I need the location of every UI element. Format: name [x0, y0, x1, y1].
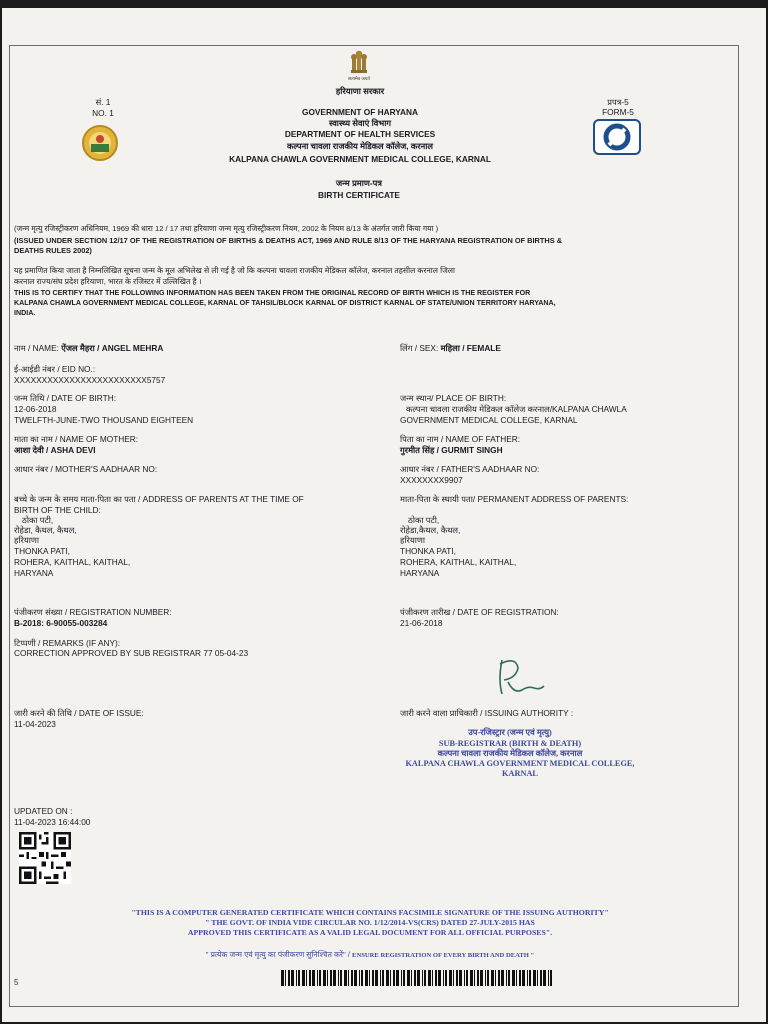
remarks-value: CORRECTION APPROVED BY SUB REGISTRAR 77 05-04-23 [14, 648, 249, 658]
address-perm-label: माता-पिता के स्थायी पता/ PERMANENT ADDRESS OF PARENTS: [400, 494, 629, 504]
qr-code-image [19, 832, 71, 884]
address-birth-hindi-2: रोहेडा, कैथल, कैथल, [14, 525, 77, 535]
stamp-english-college-2: KARNAL [502, 769, 538, 778]
form-english: FORM-5 [602, 107, 634, 117]
barcode-image [281, 970, 557, 986]
mother-value: आशा देवी / ASHA DEVI [14, 445, 96, 455]
issued-under-english-2: DEATHS RULES 2002) [14, 246, 92, 255]
address-birth-hindi-1: ठोका पटी, [22, 515, 54, 525]
address-perm-english-1: THONKA PATI, [400, 546, 456, 556]
slogan-hindi: " प्रत्येक जन्म एवं मृत्यु का पंजीकरण सुनिश्चित करें" / [205, 950, 350, 959]
sex-field [400, 343, 501, 353]
title-hindi: जन्म प्रमाण-पत्र [336, 178, 382, 188]
address-perm-hindi-2: रोहेडा,कैथल, कैथल, [400, 525, 461, 535]
address-birth-english-1: THONKA PATI, [14, 546, 70, 556]
address-birth-english-2: ROHERA, KAITHAL, KAITHAL, [14, 557, 131, 567]
father-aadhaar-label: आधार नंबर / FATHER'S AADHAAR NO: [400, 464, 540, 474]
registration-number-label: पंजीकरण संख्या / REGISTRATION NUMBER: [14, 607, 172, 617]
name-value: ऐंजल मैहरा / ANGEL MEHRA [61, 343, 164, 353]
dob-label: जन्म तिथि / DATE OF BIRTH: [14, 393, 116, 403]
certify-english-3: INDIA. [14, 309, 36, 317]
issued-under-hindi: (जन्म मृत्यु रजिस्ट्रीकरण अधिनियम, 1969 की धारा 12 / 17 तथा हरियाणा जन्म मृत्यु रजिस्ट्रीकरण नियम, 2002 के नियम 8/13 के अंतर्गत जारी किया गया ) [14, 224, 439, 233]
pob-label: जन्म स्थान/ PLACE OF BIRTH: [400, 393, 507, 403]
pob-english: GOVERNMENT MEDICAL COLLEGE, KARNAL [400, 415, 578, 425]
address-birth-label-2: BIRTH OF THE CHILD: [14, 505, 101, 515]
issue-date-value: 11-04-2023 [14, 719, 56, 729]
dob-words: TWELFTH-JUNE-TWO THOUSAND EIGHTEEN [14, 415, 194, 425]
eid-label: ई-आईडी नंबर / EID NO.: [14, 364, 96, 374]
title-english: BIRTH CERTIFICATE [318, 190, 400, 200]
certify-hindi-1: यह प्रमाणित किया जाता है निम्नलिखित सूचना जन्म के मूल अभिलेख से ली गई है जो कि कल्पना चावला राजकीय मेडिकल कॉलेज, करनाल तहसील करनाल जिला [14, 266, 455, 275]
college-hindi: कल्पना चावला राजकीय मेडिकल कॉलेज, करनाल [286, 141, 434, 151]
eid-value: XXXXXXXXXXXXXXXXXXXXXXXX5757 [14, 375, 166, 385]
address-birth-label-1: बच्चे के जन्म के समय माता-पिता का पता / ADDRESS OF PARENTS AT THE TIME OF [14, 494, 304, 504]
serial-english: NO. 1 [92, 108, 114, 118]
updated-label: UPDATED ON : [14, 806, 73, 816]
footer-line-1: "THIS IS A COMPUTER GENERATED CERTIFICATE WHICH CONTAINS FACSIMILE SIGNATURE OF THE ISSUING AUTHORITY" [131, 908, 609, 917]
certify-english-1: THIS IS TO CERTIFY THAT THE FOLLOWING INFORMATION HAS BEEN TAKEN FROM THE ORIGINAL RECORD OF BIRTH WHICH IS THE REGISTER FOR [14, 289, 531, 297]
page-mark: 5 [14, 978, 19, 987]
registration-number-value: B-2018: 6-90055-003284 [14, 618, 108, 628]
govt-english: GOVERNMENT OF HARYANA [301, 107, 418, 117]
address-birth-english-3: HARYANA [14, 568, 54, 578]
issue-date-label: जारी करने की तिथि / DATE OF ISSUE: [14, 708, 144, 718]
haryana-seal-icon [80, 123, 120, 163]
certify-english-2: KALPANA CHAWLA GOVERNMENT MEDICAL COLLEGE, KARNAL OF TAHSIL/BLOCK KARNAL OF DISTRICT KARNAL OF STATE/UNION TERRITORY HARYANA, [14, 299, 556, 307]
name-field [14, 343, 163, 353]
dept-hindi: स्वास्थ्य सेवाएं विभाग [328, 118, 392, 128]
mother-aadhaar-label: आधार नंबर / MOTHER'S AADHAAR NO: [14, 464, 158, 474]
address-perm-hindi-3: हरियाणा [400, 535, 426, 545]
issued-under-english-1: (ISSUED UNDER SECTION 12/17 OF THE REGISTRATION OF BIRTHS & DEATHS ACT, 1969 AND RULE 8/13 OF THE HARYANA REGISTRATION OF BIRTHS & [14, 236, 563, 245]
registration-date-label: पंजीकरण तारीख / DATE OF REGISTRATION: [400, 607, 559, 617]
stamp-english-title: SUB-REGISTRAR (BIRTH & DEATH) [438, 739, 582, 748]
stamp-hindi-college: कल्पना चावला राजकीय मेडिकल कॉलेज, करनाल [437, 749, 583, 758]
signature-image [488, 652, 548, 700]
name-label: नाम / NAME: [14, 343, 59, 353]
pob-hindi: कल्पना चावला राजकीय मेडिकल कॉलेज करनाल/KALPANA CHAWLA [406, 404, 627, 414]
father-value: गुरमीत सिंह / GURMIT SINGH [400, 445, 503, 455]
address-perm-english-3: HARYANA [400, 568, 440, 578]
footer-line-2: " THE GOVT. OF INDIA VIDE CIRCULAR NO. 1/12/2014-VS(CRS) DATED 27-JULY-2015 HAS [205, 918, 535, 927]
stamp-english-college-1: KALPANA CHAWLA GOVERNMENT MEDICAL COLLEGE, [405, 759, 635, 768]
dob-value: 12-06-2018 [14, 404, 57, 414]
dept-english: DEPARTMENT OF HEALTH SERVICES [284, 129, 436, 139]
serial-hindi: सं. 1 [95, 97, 111, 107]
crs-logo-icon [592, 118, 642, 156]
registration-date-value: 21-06-2018 [400, 618, 443, 628]
address-birth-hindi-3: हरियाणा [14, 535, 40, 545]
footer-line-3: APPROVED THIS CERTIFICATE AS A VALID LEGAL DOCUMENT FOR ALL OFFICIAL PURPOSES". [187, 928, 553, 937]
address-perm-hindi-1: ठोका पटी, [408, 515, 440, 525]
stamp-hindi-title: उप-रजिस्ट्रार (जन्म एवं मृत्यु) [468, 728, 552, 737]
certify-hindi-2: करनाल राज्य/संघ प्रदेश हरियाणा, भारत के रजिस्टर में उल्लिखित है । [14, 277, 202, 286]
updated-value: 11-04-2023 16:44:00 [14, 817, 91, 827]
father-label: पिता का नाम / NAME OF FATHER: [400, 434, 521, 444]
slogan-english: ENSURE REGISTRATION OF EVERY BIRTH AND DEATH " [352, 952, 535, 959]
form-hindi: प्रपत्र-5 [607, 97, 629, 107]
remarks-label: टिप्पणी / REMARKS (IF ANY): [14, 638, 121, 648]
address-perm-english-2: ROHERA, KAITHAL, KAITHAL, [400, 557, 517, 567]
mother-label: माता का नाम / NAME OF MOTHER: [14, 434, 139, 444]
footer-slogan [90, 950, 650, 961]
emblem-caption: सत्यमेव जयते [348, 76, 370, 81]
sex-value: महिला / FEMALE [440, 343, 501, 353]
father-aadhaar-value: XXXXXXXX9907 [400, 475, 463, 485]
govt-hindi: हरियाणा सरकार [335, 86, 385, 96]
college-english: KALPANA CHAWLA GOVERNMENT MEDICAL COLLEGE, KARNAL [229, 154, 491, 164]
sex-label: लिंग / SEX: [400, 343, 439, 353]
issuing-authority-label: जारी करने वाला प्राधिकारी / ISSUING AUTHORITY : [400, 708, 574, 718]
